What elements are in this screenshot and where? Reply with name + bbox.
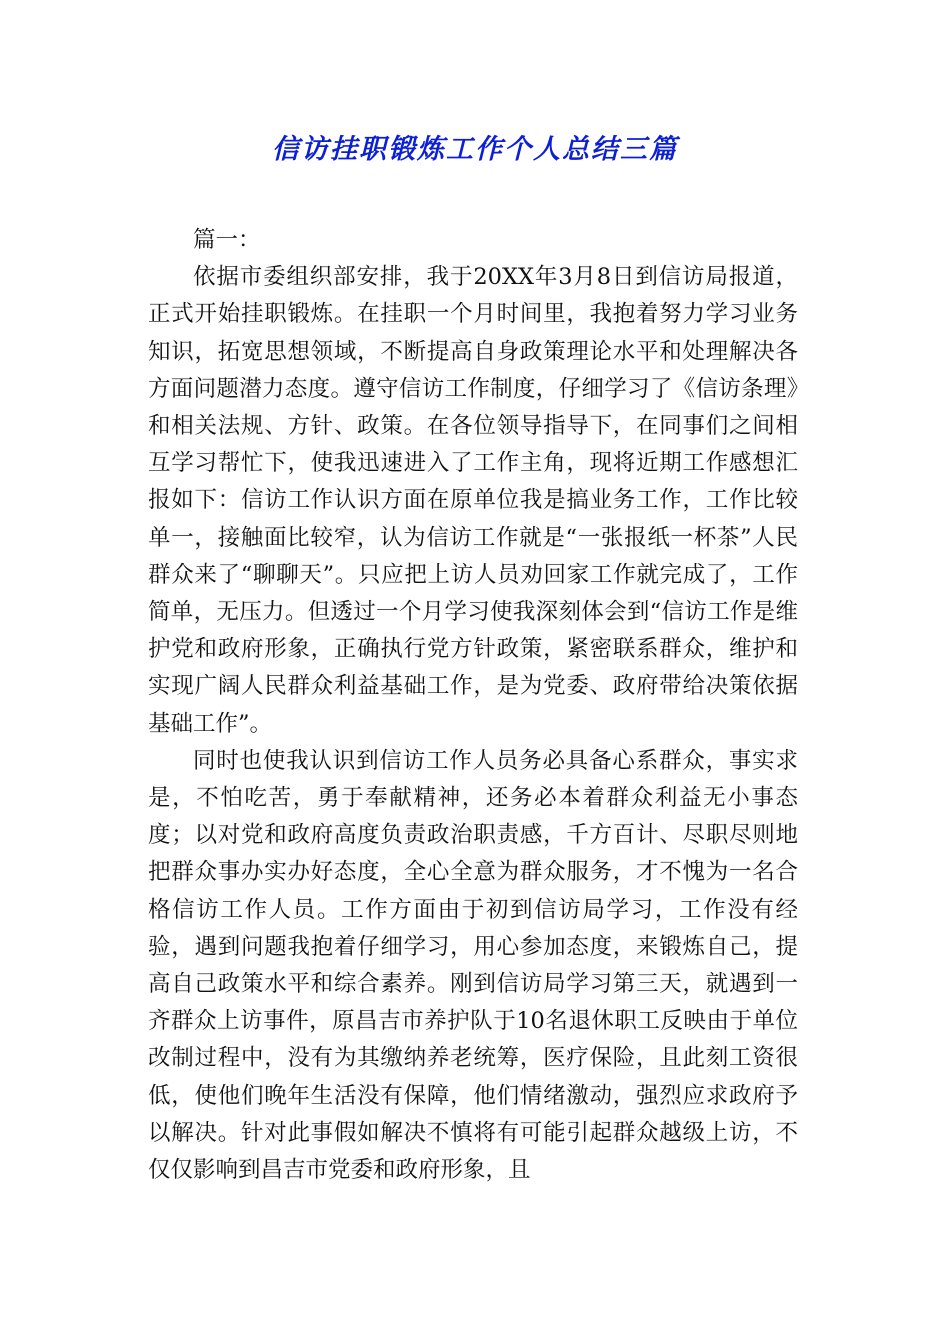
paragraph-1: 依据市委组织部安排，我于20XX年3月8日到信访局报道，正式开始挂职锻炼。在挂职一个月时间里，我抱着努力学习业务知识，拓宽思想领域，不断提高自身政策理论水平和处理解决各方面问题潜力态度。遵守信访工作制度，仔细学习了《信访条理》和相关法规、方针、政策。在各位领导指导下，在同事们之间相互学习帮忙下，使我迅速进入了工作主角，现将近期工作感想汇报如下：信访工作认识方面在原单位我是搞业务工作，工作比较单一，接触面比较窄，认为信访工作就是“一张报纸一杯茶”人民群众来了“聊聊天”。只应把上访人员劝回家工作就完成了，工作简单，无压力。但透过一个月学习使我深刻体会到“信访工作是维护党和政府形象，正确执行党方针政策，紧密联系群众，维护和实现广阔人民群众利益基础工作，是为党委、政府带给决策依据基础工作”。 — [148, 264, 798, 737]
paragraph-2: 同时也使我认识到信访工作人员务必具备心系群众，事实求是，不怕吃苦，勇于奉献精神，还务必本着群众利益无小事态度；以对党和政府高度负责政治职责感，千方百计、尽职尽则地把群众事办实办好态度，全心全意为群众服务，才不愧为一名合格信访工作人员。工作方面由于初到信访局学习，工作没有经验，遇到问题我抱着仔细学习，用心参加态度，来锻炼自己，提高自己政策水平和综合素养。刚到信访局学习第三天，就遇到一齐群众上访事件，原昌吉市养护队于10名退休职工反映由于单位改制过程中，没有为其缴纳养老统筹，医疗保险，且此刻工资很低，使他们晚年生活没有保障，他们情绪激动，强烈应求政府予以解决。针对此事假如解决不慎将有可能引起群众越级上访，不仅仅影响到昌吉市党委和政府形象，且 — [148, 747, 798, 1184]
document-title: 信访挂职锻炼工作个人总结三篇 — [272, 134, 678, 165]
document-body — [148, 222, 798, 1189]
section-label: 篇一： — [193, 227, 261, 253]
